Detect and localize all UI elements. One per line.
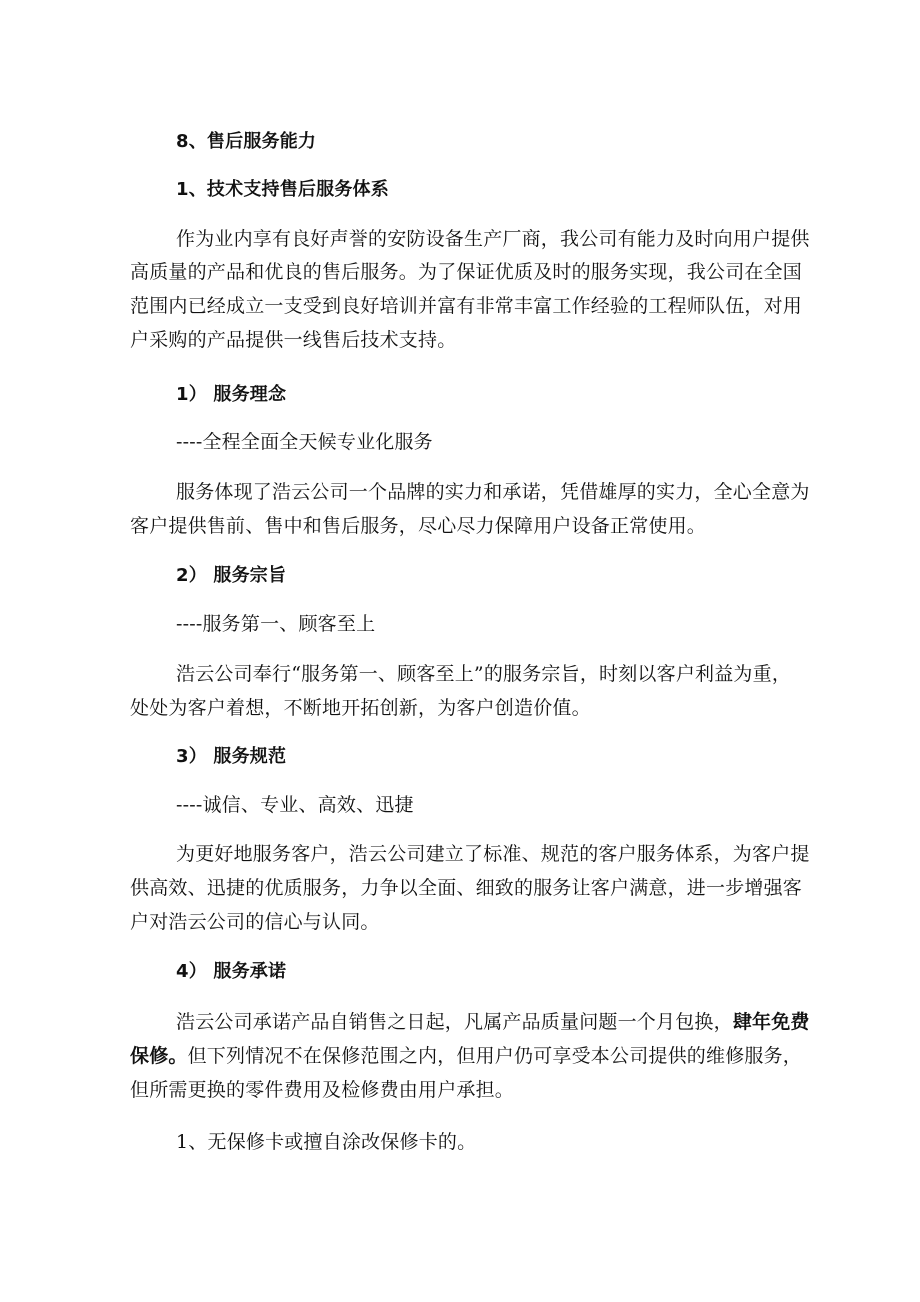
- item-3-line-2: 供高效、迅捷的优质服务，力争以全面、细致的服务让客户满意，进一步增强客: [130, 877, 803, 899]
- item-2-line-2: 处处为客户着想，不断地开拓创新，为客户创造价值。: [130, 697, 591, 719]
- item-4-line-1-bold: 肆年免费: [732, 1011, 810, 1033]
- item-2-line-1: 浩云公司奉行“服务第一、顾客至上”的服务宗旨，时刻以客户利益为重，: [176, 663, 792, 685]
- intro-line-2: 高质量的产品和优良的售后服务。为了保证优质及时的服务实现，我公司在全国: [130, 261, 803, 283]
- item-1-heading: 1） 服务理念: [176, 384, 287, 405]
- item-4-heading: 4） 服务承诺: [176, 961, 287, 982]
- item-3-line-3: 户对浩云公司的信心与认同。: [130, 911, 380, 933]
- item-2-slogan: ----服务第一、顾客至上: [176, 613, 376, 635]
- item-2-heading: 2） 服务宗旨: [176, 565, 287, 586]
- item-1-line-2: 客户提供售前、售中和售后服务，尽心尽力保障用户设备正常使用。: [130, 515, 707, 537]
- item-3-heading: 3） 服务规范: [176, 746, 287, 767]
- subsection-title: 1、技术支持售后服务体系: [176, 179, 389, 200]
- item-4-line-2-bold: 保修。: [130, 1045, 188, 1067]
- list-item-1: 1、无保修卡或擅自涂改保修卡的。: [176, 1131, 477, 1153]
- item-4-line-2: [130, 1044, 802, 1068]
- item-1-line-1: 服务体现了浩云公司一个品牌的实力和承诺，凭借雄厚的实力，全心全意为: [176, 481, 810, 503]
- intro-line-1: 作为业内享有良好声誉的安防设备生产厂商，我公司有能力及时向用户提供: [176, 228, 810, 250]
- intro-line-3: 范围内已经成立一支受到良好培训并富有非常丰富工作经验的工程师队伍，对用: [130, 295, 803, 317]
- item-4-line-1-normal: 浩云公司承诺产品自销售之日起，凡属产品质量问题一个月包换，: [176, 1011, 733, 1033]
- section-title: 8、售后服务能力: [176, 131, 317, 152]
- intro-line-4: 户采购的产品提供一线售后技术支持。: [130, 329, 457, 351]
- item-3-slogan: ----诚信、专业、高效、迅捷: [176, 794, 414, 816]
- item-3-line-1: 为更好地服务客户，浩云公司建立了标准、规范的客户服务体系，为客户提: [176, 843, 810, 865]
- item-4-line-2-normal: 但下列情况不在保修范围之内，但用户仍可享受本公司提供的维修服务，: [187, 1045, 803, 1067]
- item-4-line-1: [176, 1010, 810, 1034]
- item-4-line-3: 但所需更换的零件费用及检修费由用户承担。: [130, 1079, 515, 1101]
- item-1-slogan: ----全程全面全天候专业化服务: [176, 431, 433, 453]
